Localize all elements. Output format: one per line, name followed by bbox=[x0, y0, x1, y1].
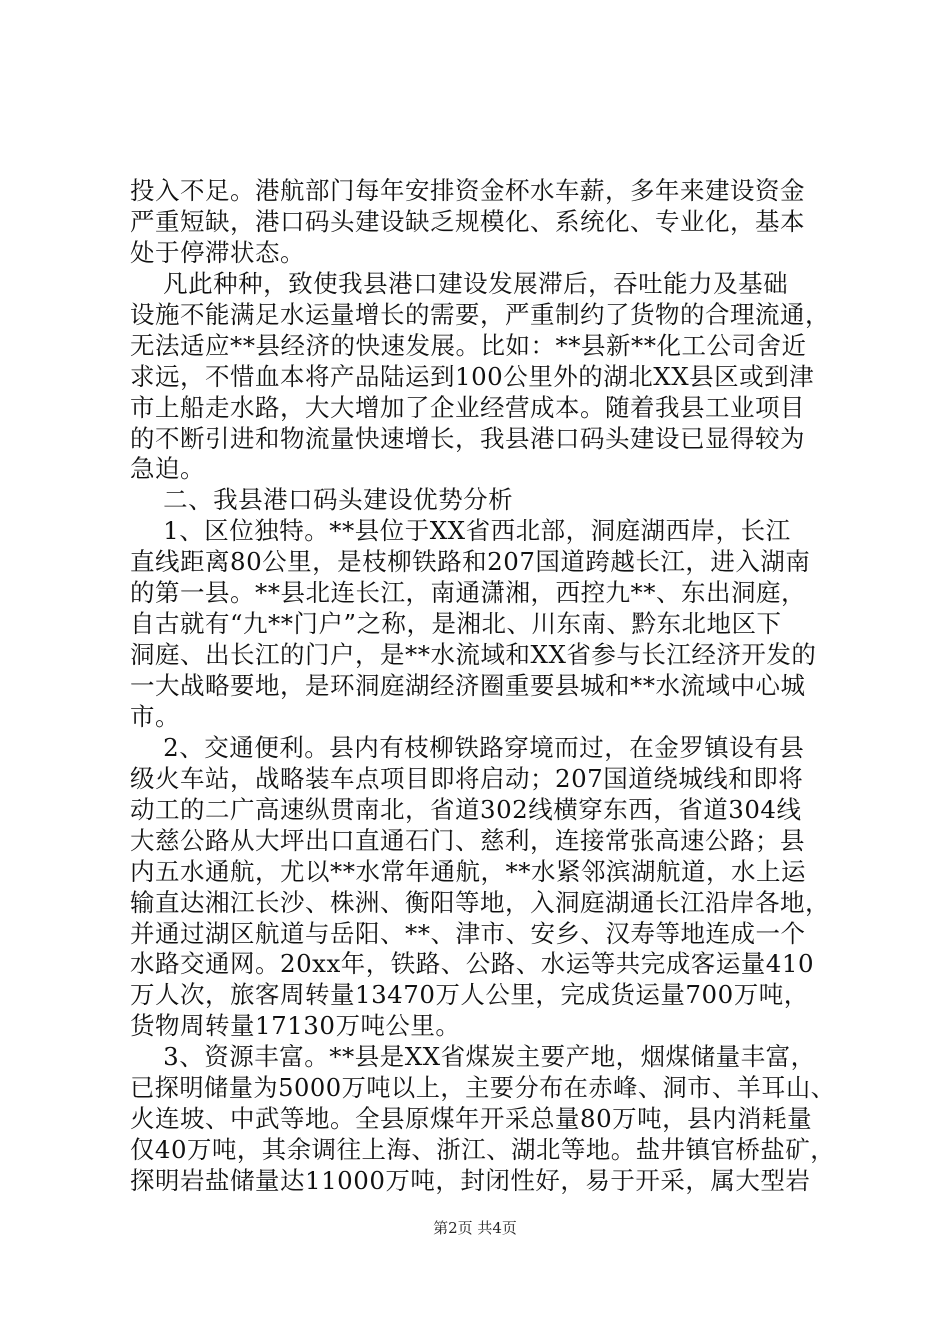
text-line: 洞庭、出长江的门户，是**水流域和XX省参与长江经济开发的 bbox=[130, 640, 817, 670]
text-line: 级火车站，战略装车点项目即将启动；207国道绕城线和即将 bbox=[130, 763, 804, 793]
text-line: 输直达湘江长沙、株洲、衡阳等地，入洞庭湖通长江沿岸各地， bbox=[130, 887, 830, 917]
text-line: 万人次，旅客周转量13470万人公里，完成货运量700万吨， bbox=[130, 980, 809, 1010]
text-line: 的第一县。**县北连长江，南通潇湘，西控九**、东出洞庭， bbox=[130, 578, 806, 608]
text-line: 探明岩盐储量达11000万吨，封闭性好，易于开采，属大型岩 bbox=[130, 1166, 811, 1195]
text-line: 的不断引进和物流量快速增长，我县港口码头建设已显得较为 bbox=[130, 423, 805, 453]
text-line: 设施不能满足水运量增长的需要，严重制约了货物的合理流通， bbox=[130, 299, 830, 329]
text-line: 1、区位独特。**县位于XX省西北部，洞庭湖西岸，长江 bbox=[130, 516, 791, 546]
text-line: 大慈公路从大坪出口直通石门、慈利，连接常张高速公路；县 bbox=[130, 825, 805, 855]
text-line: 3、资源丰富。**县是XX省煤炭主要产地，烟煤储量丰富， bbox=[130, 1042, 816, 1072]
text-line: 动工的二广高速纵贯南北，省道302线横穿东西，省道304线 bbox=[130, 794, 802, 824]
text-line: 处于停滞状态。 bbox=[130, 237, 305, 267]
text-line: 直线距离80公里，是枝柳铁路和207国道跨越长江，进入湖南 bbox=[130, 547, 811, 577]
text-line: 求远，不惜血本将产品陆运到100公里外的湖北XX县区或到津 bbox=[130, 361, 815, 391]
text-line: 内五水通航，尤以**水常年通航，**水紧邻滨湖航道，水上运 bbox=[130, 856, 806, 886]
section-heading: 二、我县港口码头建设优势分析 bbox=[130, 485, 514, 515]
page-number-footer: 第2页 共4页 bbox=[433, 1219, 517, 1237]
text-line: 一大战略要地，是环洞庭湖经济圈重要县城和**水流域中心城 bbox=[130, 671, 806, 700]
text-line: 投入不足。港航部门每年安排资金杯水车薪，多年来建设资金 bbox=[130, 176, 805, 205]
text-line: 仅40万吨，其余调往上海、浙江、湖北等地。盐井镇官桥盐矿， bbox=[130, 1135, 836, 1165]
text-line: 市。 bbox=[130, 701, 180, 731]
text-line: 严重短缺，港口码头建设缺乏规模化、系统化、专业化，基本 bbox=[130, 206, 805, 236]
text-line: 货物周转量17130万吨公里。 bbox=[130, 1011, 461, 1041]
text-line: 无法适应**县经济的快速发展。比如：**县新**化工公司舍近 bbox=[130, 330, 807, 360]
text-line: 市上船走水路，大大增加了企业经营成本。随着我县工业项目 bbox=[130, 392, 805, 422]
text-line: 自古就有“九**门户”之称，是湘北、川东南、黔东北地区下 bbox=[130, 609, 782, 639]
text-line: 并通过湖区航道与岳阳、**、津市、安乡、汉寿等地连成一个 bbox=[130, 918, 806, 948]
text-line: 火连坡、中武等地。全县原煤年开采总量80万吨，县内消耗量 bbox=[130, 1104, 813, 1134]
text-line: 凡此种种，致使我县港口建设发展滞后，吞吐能力及基础 bbox=[130, 268, 789, 298]
text-line: 2、交通便利。县内有枝柳铁路穿境而过，在金罗镇设有县 bbox=[130, 732, 805, 762]
text-line: 急迫。 bbox=[130, 454, 205, 484]
text-line: 已探明储量为5000万吨以上，主要分布在赤峰、洞市、羊耳山、 bbox=[130, 1073, 836, 1103]
text-line: 水路交通网。20xx年，铁路、公路、水运等共完成客运量410 bbox=[130, 949, 815, 979]
